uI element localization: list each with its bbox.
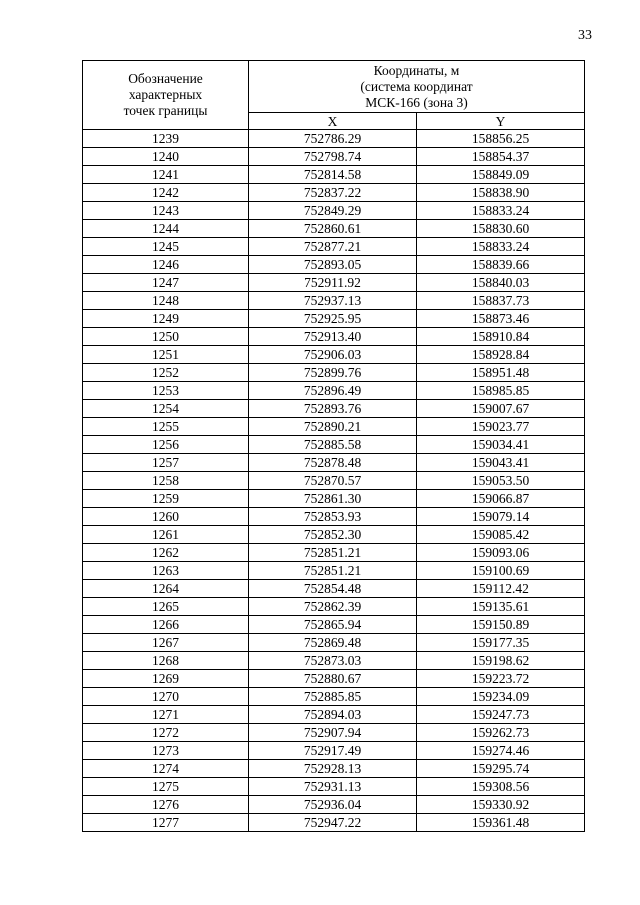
y-coordinate-cell: 159043.41 [417,454,585,472]
x-coordinate-cell: 752837.22 [249,184,417,202]
y-coordinate-cell: 158856.25 [417,130,585,148]
x-coordinate-cell: 752885.85 [249,688,417,706]
table-row [83,220,585,238]
header-coordinates-line-1: Координаты, м [373,62,460,78]
x-coordinate-cell: 752860.61 [249,220,417,238]
x-coordinate-cell: 752851.21 [249,544,417,562]
point-id-cell: 1266 [83,616,249,634]
point-id-cell: 1265 [83,598,249,616]
y-coordinate-cell: 158854.37 [417,148,585,166]
y-coordinate-cell: 159112.42 [417,580,585,598]
y-coordinate-cell: 158910.84 [417,328,585,346]
point-id-cell: 1241 [83,166,249,184]
table-row [83,688,585,706]
y-coordinate-cell: 159262.73 [417,724,585,742]
x-coordinate-cell: 752937.13 [249,292,417,310]
point-id-cell: 1240 [83,148,249,166]
x-coordinate-cell: 752851.21 [249,562,417,580]
y-coordinate-cell: 159085.42 [417,526,585,544]
x-coordinate-cell: 752880.67 [249,670,417,688]
table-row [83,508,585,526]
header-coordinates-line-3: МСК-166 (зона 3) [365,94,468,110]
point-id-cell: 1275 [83,778,249,796]
x-coordinate-cell: 752852.30 [249,526,417,544]
table-row [83,760,585,778]
x-coordinate-cell: 752896.49 [249,382,417,400]
table-row [83,130,585,148]
y-coordinate-cell: 158873.46 [417,310,585,328]
point-id-cell: 1246 [83,256,249,274]
table-row [83,670,585,688]
y-coordinate-cell: 159274.46 [417,742,585,760]
y-coordinate-cell: 158837.73 [417,292,585,310]
point-id-cell: 1256 [83,436,249,454]
x-coordinate-cell: 752917.49 [249,742,417,760]
y-coordinate-cell: 158833.24 [417,238,585,256]
table-row [83,328,585,346]
y-coordinate-cell: 159093.06 [417,544,585,562]
y-coordinate-cell: 158838.90 [417,184,585,202]
header-col-y: Y [417,113,585,130]
x-coordinate-cell: 752862.39 [249,598,417,616]
y-coordinate-cell: 159023.77 [417,418,585,436]
x-coordinate-cell: 752890.21 [249,418,417,436]
y-coordinate-cell: 159177.35 [417,634,585,652]
x-coordinate-cell: 752877.21 [249,238,417,256]
point-id-cell: 1245 [83,238,249,256]
table-header [83,61,585,130]
table-row [83,544,585,562]
x-coordinate-cell: 752931.13 [249,778,417,796]
point-id-cell: 1272 [83,724,249,742]
table-row [83,526,585,544]
x-coordinate-cell: 752853.93 [249,508,417,526]
y-coordinate-cell: 159150.89 [417,616,585,634]
x-coordinate-cell: 752885.58 [249,436,417,454]
table-row [83,814,585,832]
point-id-cell: 1243 [83,202,249,220]
table-row [83,562,585,580]
point-id-cell: 1263 [83,562,249,580]
table-row [83,598,585,616]
y-coordinate-cell: 159100.69 [417,562,585,580]
x-coordinate-cell: 752936.04 [249,796,417,814]
table-row [83,202,585,220]
table-row [83,346,585,364]
header-designation-line-2: характерных [128,87,203,102]
point-id-cell: 1255 [83,418,249,436]
table-row [83,580,585,598]
y-coordinate-cell: 159066.87 [417,490,585,508]
point-id-cell: 1271 [83,706,249,724]
point-id-cell: 1249 [83,310,249,328]
point-id-cell: 1262 [83,544,249,562]
point-id-cell: 1254 [83,400,249,418]
y-coordinate-cell: 159330.92 [417,796,585,814]
y-coordinate-cell: 159198.62 [417,652,585,670]
point-id-cell: 1239 [83,130,249,148]
table-body [83,130,585,832]
x-coordinate-cell: 752878.48 [249,454,417,472]
x-coordinate-cell: 752893.05 [249,256,417,274]
table-row [83,778,585,796]
table-row [83,382,585,400]
point-id-cell: 1264 [83,580,249,598]
point-id-cell: 1244 [83,220,249,238]
table-row [83,724,585,742]
table-row [83,454,585,472]
y-coordinate-cell: 159135.61 [417,598,585,616]
y-coordinate-cell: 158839.66 [417,256,585,274]
y-coordinate-cell: 158928.84 [417,346,585,364]
point-id-cell: 1248 [83,292,249,310]
point-id-cell: 1273 [83,742,249,760]
table-row [83,400,585,418]
y-coordinate-cell: 158840.03 [417,274,585,292]
y-coordinate-cell: 159361.48 [417,814,585,832]
table-row [83,490,585,508]
table-row [83,616,585,634]
x-coordinate-cell: 752947.22 [249,814,417,832]
x-coordinate-cell: 752798.74 [249,148,417,166]
page-number: 33 [578,28,592,43]
table-row [83,634,585,652]
table-row [83,292,585,310]
point-id-cell: 1277 [83,814,249,832]
x-coordinate-cell: 752870.57 [249,472,417,490]
point-id-cell: 1251 [83,346,249,364]
table-row [83,238,585,256]
header-coordinates [249,61,585,113]
header-designation-line-3: точек границы [123,103,208,118]
x-coordinate-cell: 752913.40 [249,328,417,346]
point-id-cell: 1260 [83,508,249,526]
y-coordinate-cell: 159308.56 [417,778,585,796]
x-coordinate-cell: 752865.94 [249,616,417,634]
x-coordinate-cell: 752854.48 [249,580,417,598]
x-coordinate-cell: 752925.95 [249,310,417,328]
point-id-cell: 1253 [83,382,249,400]
table-row [83,184,585,202]
point-id-cell: 1269 [83,670,249,688]
point-id-cell: 1242 [83,184,249,202]
point-id-cell: 1252 [83,364,249,382]
y-coordinate-cell: 159234.09 [417,688,585,706]
y-coordinate-cell: 158830.60 [417,220,585,238]
x-coordinate-cell: 752786.29 [249,130,417,148]
x-coordinate-cell: 752861.30 [249,490,417,508]
table-row [83,796,585,814]
y-coordinate-cell: 158849.09 [417,166,585,184]
header-designation [83,61,249,130]
y-coordinate-cell: 158833.24 [417,202,585,220]
table-row [83,364,585,382]
coordinates-table [82,60,585,832]
table-row [83,472,585,490]
table-row [83,274,585,292]
x-coordinate-cell: 752906.03 [249,346,417,364]
x-coordinate-cell: 752911.92 [249,274,417,292]
x-coordinate-cell: 752907.94 [249,724,417,742]
header-designation-line-1: Обозначение [128,71,203,86]
point-id-cell: 1261 [83,526,249,544]
point-id-cell: 1267 [83,634,249,652]
point-id-cell: 1268 [83,652,249,670]
point-id-cell: 1247 [83,274,249,292]
point-id-cell: 1259 [83,490,249,508]
table-row [83,310,585,328]
x-coordinate-cell: 752849.29 [249,202,417,220]
x-coordinate-cell: 752893.76 [249,400,417,418]
x-coordinate-cell: 752928.13 [249,760,417,778]
table-row [83,652,585,670]
header-col-x: X [249,113,417,130]
point-id-cell: 1276 [83,796,249,814]
table-row [83,256,585,274]
table-row [83,742,585,760]
table-row [83,418,585,436]
y-coordinate-cell: 159053.50 [417,472,585,490]
table-row [83,706,585,724]
x-coordinate-cell: 752869.48 [249,634,417,652]
point-id-cell: 1257 [83,454,249,472]
point-id-cell: 1274 [83,760,249,778]
y-coordinate-cell: 159079.14 [417,508,585,526]
x-coordinate-cell: 752873.03 [249,652,417,670]
table-row [83,148,585,166]
y-coordinate-cell: 159223.72 [417,670,585,688]
y-coordinate-cell: 159034.41 [417,436,585,454]
x-coordinate-cell: 752814.58 [249,166,417,184]
y-coordinate-cell: 159247.73 [417,706,585,724]
y-coordinate-cell: 158985.85 [417,382,585,400]
table-row [83,166,585,184]
y-coordinate-cell: 158951.48 [417,364,585,382]
point-id-cell: 1270 [83,688,249,706]
point-id-cell: 1250 [83,328,249,346]
y-coordinate-cell: 159007.67 [417,400,585,418]
x-coordinate-cell: 752894.03 [249,706,417,724]
y-coordinate-cell: 159295.74 [417,760,585,778]
x-coordinate-cell: 752899.76 [249,364,417,382]
table-row [83,436,585,454]
header-coordinates-line-2: (система координат [360,78,473,94]
point-id-cell: 1258 [83,472,249,490]
